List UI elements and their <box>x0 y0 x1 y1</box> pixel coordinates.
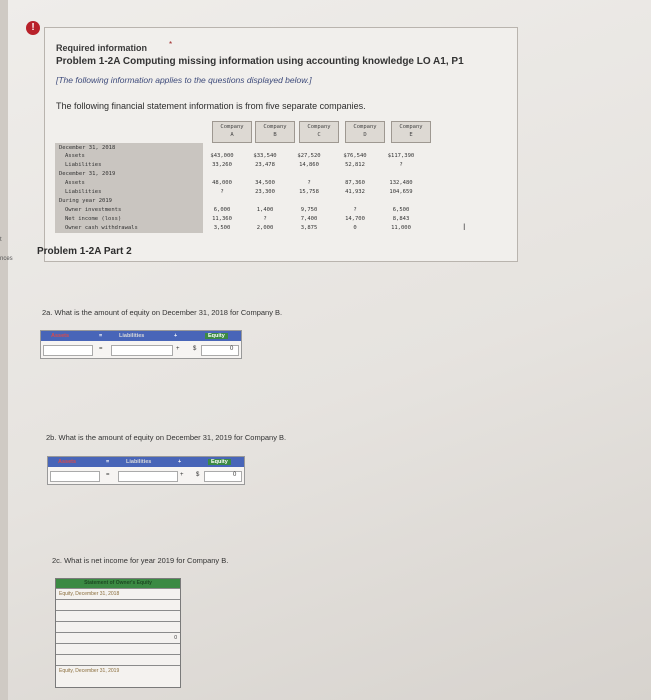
company-d-header: Company D <box>345 121 385 143</box>
company-headers <box>200 121 440 143</box>
company-e-header: Company E <box>391 121 431 143</box>
assets-input[interactable] <box>43 345 93 356</box>
plus-sign: + <box>178 459 182 465</box>
required-label: Required information <box>56 43 148 53</box>
plus-sign: + <box>174 333 178 339</box>
statement-of-owners-equity <box>55 578 181 688</box>
statement-row[interactable] <box>56 599 180 610</box>
statement-title: Statement of Owner's Equity <box>56 579 180 588</box>
left-edge <box>0 0 8 700</box>
info-note: [The following information applies to the questions displayed below.] <box>56 75 312 85</box>
assets-input[interactable] <box>50 471 100 482</box>
equals-op: = <box>99 346 103 352</box>
statement-row[interactable] <box>56 621 180 632</box>
question-2b: 2b. What is the amount of equity on December 31, 2019 for Company B. <box>46 433 287 442</box>
equity-header: Equity <box>208 459 231 465</box>
statement-row[interactable] <box>56 610 180 621</box>
equals-op: = <box>106 472 110 478</box>
text-cursor: I <box>463 222 466 232</box>
equity-value: 0 <box>230 346 234 352</box>
liabilities-input[interactable] <box>118 471 178 482</box>
dollar-sign: $ <box>196 472 200 478</box>
alert-icon: ! <box>26 21 40 35</box>
assets-header: Assets <box>51 333 70 339</box>
equation-table-2a <box>40 330 242 359</box>
statement-row[interactable] <box>56 643 180 654</box>
statement-row[interactable] <box>56 654 180 665</box>
assets-header: Assets <box>58 459 77 465</box>
statement-row[interactable]: 0 <box>56 632 180 643</box>
required-star: * <box>169 40 173 49</box>
company-c-header: Company C <box>299 121 339 143</box>
plus-op: + <box>180 472 184 478</box>
question-2c: 2c. What is net income for year 2019 for Company B. <box>52 556 229 565</box>
equals-sign: = <box>106 459 110 465</box>
statement-row[interactable]: Equity, December 31, 2018 <box>56 588 180 599</box>
problem-title: Problem 1-2A Computing missing information using accounting knowledge LO A1, P1 <box>56 56 464 67</box>
liabilities-input[interactable] <box>111 345 173 356</box>
equity-value: 0 <box>233 472 237 478</box>
equation-table-2b <box>47 456 245 485</box>
company-a-header: Company A <box>212 121 252 143</box>
side-mark: t <box>0 237 2 243</box>
plus-op: + <box>176 346 180 352</box>
intro-text: The following financial statement information is from five separate companies. <box>56 101 366 111</box>
company-b-header: Company B <box>255 121 295 143</box>
statement-row[interactable]: Equity, December 31, 2019 <box>56 665 180 676</box>
side-mark-2: nces <box>0 256 13 262</box>
liabilities-header: Liabilities <box>126 459 152 465</box>
question-2a: 2a. What is the amount of equity on December 31, 2018 for Company B. <box>42 308 283 317</box>
part2-title: Problem 1-2A Part 2 <box>37 246 132 257</box>
liabilities-header: Liabilities <box>119 333 145 339</box>
equals-sign: = <box>99 333 103 339</box>
screen: t nces ! Required information * Problem 1-2A Computing missing information using accounting knowledge LO A1, P1 [The following information applies to the questions displayed below.] The following financial statement information is from five separate companies. Company A Company B Company C Company D Company E December 31, 2018 Assets $43,000 $33,540 $27,520 $76,540 $117,390 Liabilities 33,260 23,478 14,860 52,812 ? December 31, 2019 Assets 48,000 34,500 ? 87,360 132,480 Liabilities ? 23,300 15,758 41,932 104,659 During year 2019 Owner investments 6,000 1,400 9,750 ? 6,500 Net income (loss) 11,360 ? 7,400 14,700 8,843 Owner cash withdrawals 3,500 2,000 3,875 0 11,000 I Problem 1-2A Part 2 2a. What is the amount of equity on December 31, 2018 for Company B. Assets = Liabilities + Equity = + $ 0 2b. What is the amount of equity on December 31, 2019 for Company B. Assets = Liabilities + Equity = + $ 0 2c. What is net income for year 2019 for Company B. Statement of Owner's Equity Equity, December 31, 2018 0 Equity, December 31, 2019 <box>0 0 651 700</box>
dollar-sign: $ <box>193 346 197 352</box>
equity-header: Equity <box>205 333 228 339</box>
